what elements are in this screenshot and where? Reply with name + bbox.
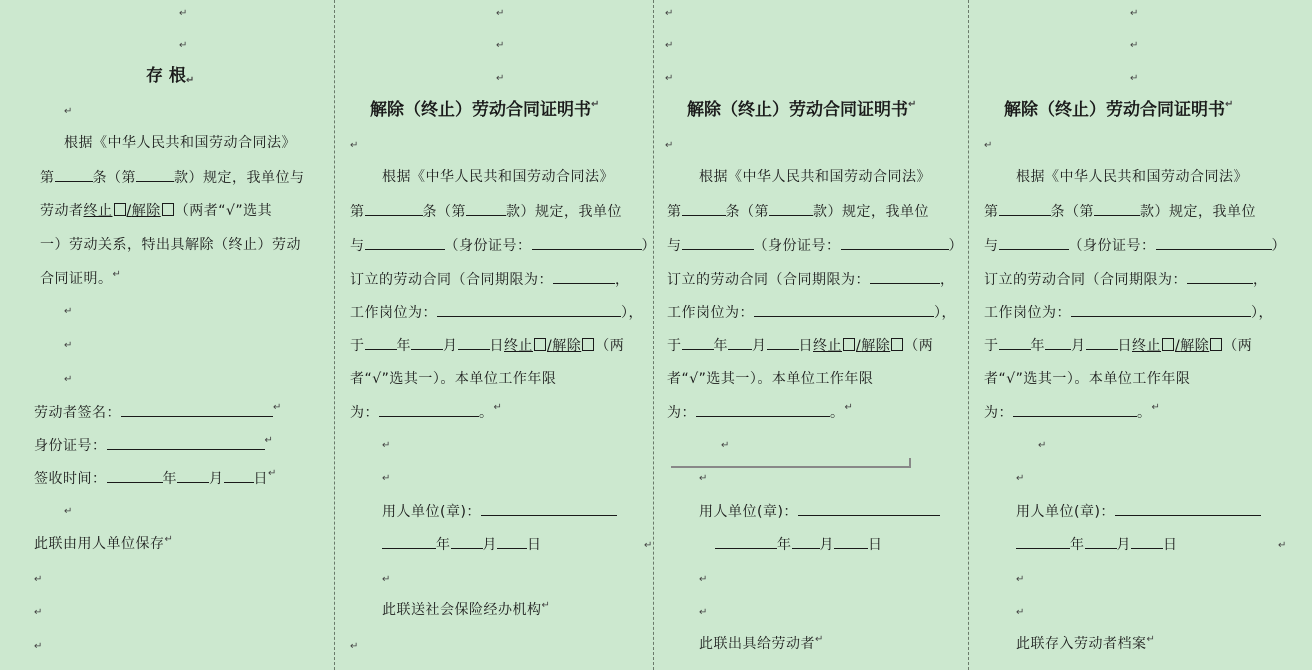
certificate-line: 订立的劳动合同（合同期限为： ， (984, 269, 1268, 290)
drawn-line-shape (909, 458, 911, 468)
employer-seal-line: 用人单位(章)： (699, 501, 940, 522)
terminate-option[interactable]: 终止 /解除 (504, 338, 595, 354)
paragraph-mark: ↵ (699, 473, 708, 484)
certificate-line: 根据《中华人民共和国劳动合同法》 (699, 169, 931, 185)
certificate-line: 与 （身份证号： ） (350, 235, 656, 256)
paragraph-mark: ↵ (699, 574, 708, 585)
paragraph-mark: ↵ (34, 607, 43, 618)
paragraph-mark: ↵ (382, 440, 391, 451)
certificate-copy-social-insurance (336, 0, 656, 670)
certificate-line: 者“√”选其一）。本单位工作年限 (984, 371, 1191, 387)
checkbox[interactable] (534, 338, 546, 351)
paragraph-mark: ↵ (64, 506, 73, 517)
certificate-line: 为： 。 ↵ (984, 402, 1161, 421)
checkbox[interactable] (582, 338, 594, 351)
certificate-line: 根据《中华人民共和国劳动合同法》 (382, 169, 614, 185)
checkbox[interactable] (114, 203, 126, 216)
paragraph-mark: ↵ (64, 106, 73, 117)
stub-paragraph-line: 合同证明。 ↵ (40, 269, 122, 287)
id-number-field[interactable] (1156, 235, 1272, 250)
employee-name-field[interactable] (365, 235, 445, 250)
paragraph-mark: ↵ (496, 40, 505, 51)
id-number-field[interactable] (841, 235, 949, 250)
certificate-title: 解除（终止）劳动合同证明书 ↵ (370, 99, 600, 120)
paragraph-mark: ↵ (665, 73, 674, 84)
column-divider (653, 0, 654, 670)
checkbox[interactable] (162, 203, 174, 216)
date-line: 年 月 日 (382, 534, 542, 555)
paragraph-mark: ↵ (1130, 40, 1139, 51)
certificate-line: 第 条（第 款）规定，我单位 (667, 201, 929, 222)
checkbox[interactable] (1162, 338, 1174, 351)
position-field[interactable] (1071, 302, 1251, 317)
id-number-field[interactable] (532, 235, 642, 250)
position-field[interactable] (437, 302, 621, 317)
certificate-title: 解除（终止）劳动合同证明书 ↵ (687, 99, 917, 120)
certificate-line: 于 年 月 日终止 /解除 （两 (984, 335, 1252, 356)
id-number-line: 身份证号： ↵ (34, 435, 274, 454)
certificate-line: 订立的劳动合同（合同期限为： ， (350, 269, 630, 290)
certificate-title: 解除（终止）劳动合同证明书 ↵ (1004, 99, 1234, 120)
date-line: 年 月 日 (715, 534, 883, 555)
receipt-date-line: 签收时间： 年 月 日 ↵ (34, 468, 277, 487)
paragraph-mark: ↵ (721, 440, 730, 451)
certificate-line: 订立的劳动合同（合同期限为： ， (667, 269, 955, 290)
column-divider (968, 0, 969, 670)
paragraph-mark: ↵ (1016, 574, 1025, 585)
copy-destination-note: 此联送社会保险经办机构 ↵ (382, 600, 551, 618)
paragraph-mark: ↵ (1278, 540, 1287, 551)
certificate-line: 于 年 月 日终止 /解除 （两 (350, 335, 624, 356)
column-divider (334, 0, 335, 670)
position-field[interactable] (754, 302, 934, 317)
employer-seal-line: 用人单位(章)： (1016, 501, 1261, 522)
certificate-line: 于 年 月 日终止 /解除 （两 (667, 335, 933, 356)
paragraph-mark: ↵ (644, 540, 653, 551)
certificate-line: 根据《中华人民共和国劳动合同法》 (1016, 169, 1248, 185)
checkbox[interactable] (891, 338, 903, 351)
paragraph-mark: ↵ (665, 140, 674, 151)
drawn-line-shape (671, 466, 911, 468)
paragraph-mark: ↵ (665, 8, 674, 19)
stub-title: 存 根↵ (146, 66, 195, 86)
paragraph-mark: ↵ (382, 473, 391, 484)
paragraph-mark: ↵ (665, 40, 674, 51)
certificate-line: 工作岗位为： ）， (667, 302, 956, 323)
signature-field[interactable] (121, 402, 273, 417)
paragraph-mark: ↵ (350, 140, 359, 151)
certificate-copy-archive (970, 0, 1312, 670)
stub-column (0, 0, 334, 670)
stub-paragraph-line: 第 条（第 款）规定，我单位与 (40, 167, 305, 188)
certificate-line: 为： 。 ↵ (350, 402, 503, 421)
paragraph-mark: ↵ (179, 8, 188, 19)
paragraph-mark: ↵ (350, 641, 359, 652)
certificate-line: 工作岗位为： ）， (984, 302, 1273, 323)
certificate-line: 与 （身份证号： ） (984, 235, 1286, 256)
employer-seal-field[interactable] (1115, 501, 1261, 516)
paragraph-mark: ↵ (1016, 607, 1025, 618)
stub-paragraph-line: 劳动者终止 /解除 （两者“√”选其 (40, 203, 273, 219)
employee-name-field[interactable] (999, 235, 1069, 250)
certificate-line: 第 条（第 款）规定，我单位 (350, 201, 622, 222)
employee-name-field[interactable] (682, 235, 754, 250)
certificate-line: 第 条（第 款）规定，我单位 (984, 201, 1256, 222)
paragraph-mark: ↵ (34, 641, 43, 652)
id-number-field[interactable] (107, 435, 265, 450)
certificate-line: 与 （身份证号： ） (667, 235, 963, 256)
certificate-copy-employee (655, 0, 968, 670)
paragraph-mark: ↵ (1130, 8, 1139, 19)
terminate-option[interactable]: 终止 /解除 (1132, 338, 1223, 354)
copy-destination-note: 此联存入劳动者档案 ↵ (1016, 634, 1156, 652)
checkbox[interactable] (843, 338, 855, 351)
employer-seal-field[interactable] (798, 501, 940, 516)
paragraph-mark: ↵ (496, 73, 505, 84)
certificate-line: 为： 。 ↵ (667, 402, 854, 421)
copy-destination-note: 此联出具给劳动者 ↵ (699, 634, 824, 652)
paragraph-mark: ↵ (699, 607, 708, 618)
paragraph-mark: ↵ (1038, 440, 1047, 451)
certificate-line: 工作岗位为： ）， (350, 302, 643, 323)
paragraph-mark: ↵ (64, 340, 73, 351)
paragraph-mark: ↵ (64, 306, 73, 317)
employer-seal-field[interactable] (481, 501, 617, 516)
paragraph-mark: ↵ (179, 40, 188, 51)
paragraph-mark: ↵ (1016, 473, 1025, 484)
certificate-line: 者“√”选其一）。本单位工作年限 (667, 371, 874, 387)
paragraph-mark: ↵ (984, 140, 993, 151)
employer-seal-line: 用人单位(章)： (382, 501, 617, 522)
stub-paragraph-line: 一）劳动关系，特出具解除（终止）劳动 (40, 237, 301, 253)
paragraph-mark: ↵ (1130, 73, 1139, 84)
terminate-option[interactable]: 终止 /解除 (813, 338, 904, 354)
paragraph-mark: ↵ (496, 8, 505, 19)
paragraph-mark: ↵ (64, 374, 73, 385)
date-line: 年 月 日 (1016, 534, 1178, 555)
stub-keep-note: 此联由用人单位保存 ↵ (34, 534, 174, 552)
stub-paragraph-line: 根据《中华人民共和国劳动合同法》 (64, 135, 296, 151)
signature-line: 劳动者签名： ↵ (34, 402, 282, 421)
terminate-option[interactable]: 终止 /解除 (84, 203, 175, 219)
paragraph-mark: ↵ (382, 574, 391, 585)
paragraph-mark: ↵ (34, 574, 43, 585)
certificate-line: 者“√”选其一）。本单位工作年限 (350, 371, 557, 387)
checkbox[interactable] (1210, 338, 1222, 351)
